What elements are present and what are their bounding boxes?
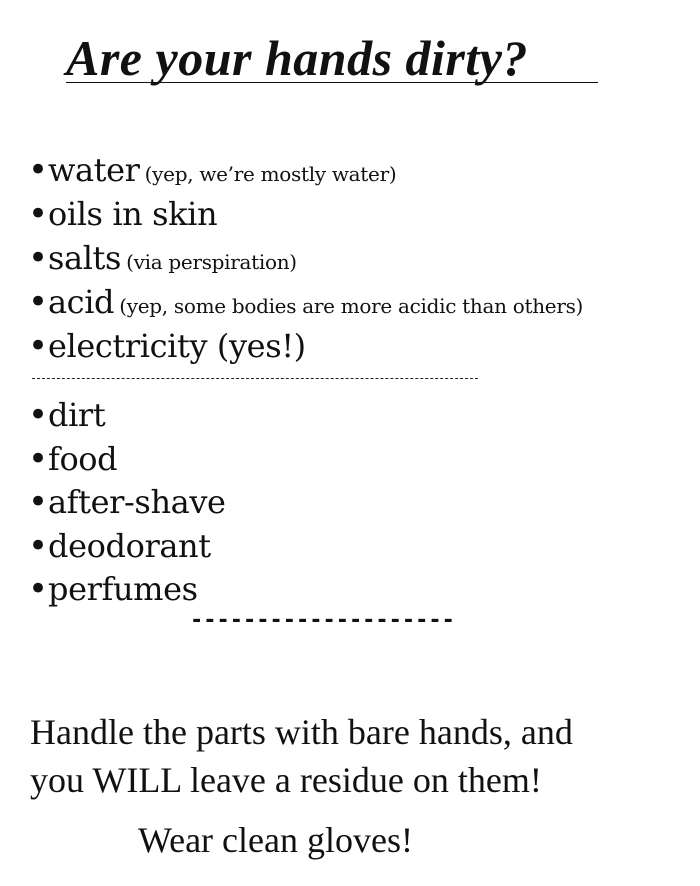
list-item (28, 192, 583, 236)
bullet-icon: • (28, 482, 49, 522)
warning-line-2: you WILL leave a residue on them! (30, 760, 542, 800)
external-contaminants-list (28, 394, 226, 612)
item-term: dirt (48, 396, 106, 434)
item-note: (yep, some bodies are more acidic than others) (119, 294, 584, 318)
bullet-icon: • (28, 569, 49, 609)
item-term: food (48, 439, 118, 478)
warning-message (30, 708, 670, 804)
item-term: acid (48, 283, 115, 321)
closing-instruction: Wear clean gloves! (138, 820, 413, 860)
warning-line-1: Handle the parts with bare hands, and (30, 712, 573, 752)
list-item (28, 525, 226, 569)
item-term: oils in skin (48, 195, 218, 233)
text-separator: -------------------- (190, 608, 455, 633)
bullet-icon: • (28, 395, 49, 435)
item-term: electricity (yes!) (48, 327, 306, 365)
list-item (28, 148, 583, 192)
title-underline (66, 82, 598, 83)
item-note: (via perspiration) (126, 250, 297, 274)
page-title: Are your hands dirty? (66, 30, 528, 86)
item-term: salts (48, 239, 122, 277)
bullet-icon: • (28, 194, 49, 234)
list-item (28, 280, 583, 324)
bullet-icon: • (28, 326, 49, 366)
bullet-icon: • (28, 150, 49, 190)
list-item (28, 236, 583, 280)
list-item (28, 324, 583, 368)
item-term: water (48, 151, 140, 189)
dashed-divider (32, 378, 478, 379)
item-note: (yep, we’re mostly water) (144, 162, 397, 186)
item-term: deodorant (48, 526, 211, 565)
list-item (28, 481, 226, 525)
bullet-icon: • (28, 238, 49, 278)
list-item (28, 394, 226, 438)
bullet-icon: • (28, 282, 49, 322)
list-item (28, 568, 226, 612)
body-contaminants-list (28, 148, 583, 368)
item-term: perfumes (48, 570, 198, 608)
bullet-icon: • (28, 525, 49, 566)
bullet-icon: • (28, 438, 49, 479)
list-item (28, 438, 226, 482)
item-term: after-shave (48, 483, 226, 521)
